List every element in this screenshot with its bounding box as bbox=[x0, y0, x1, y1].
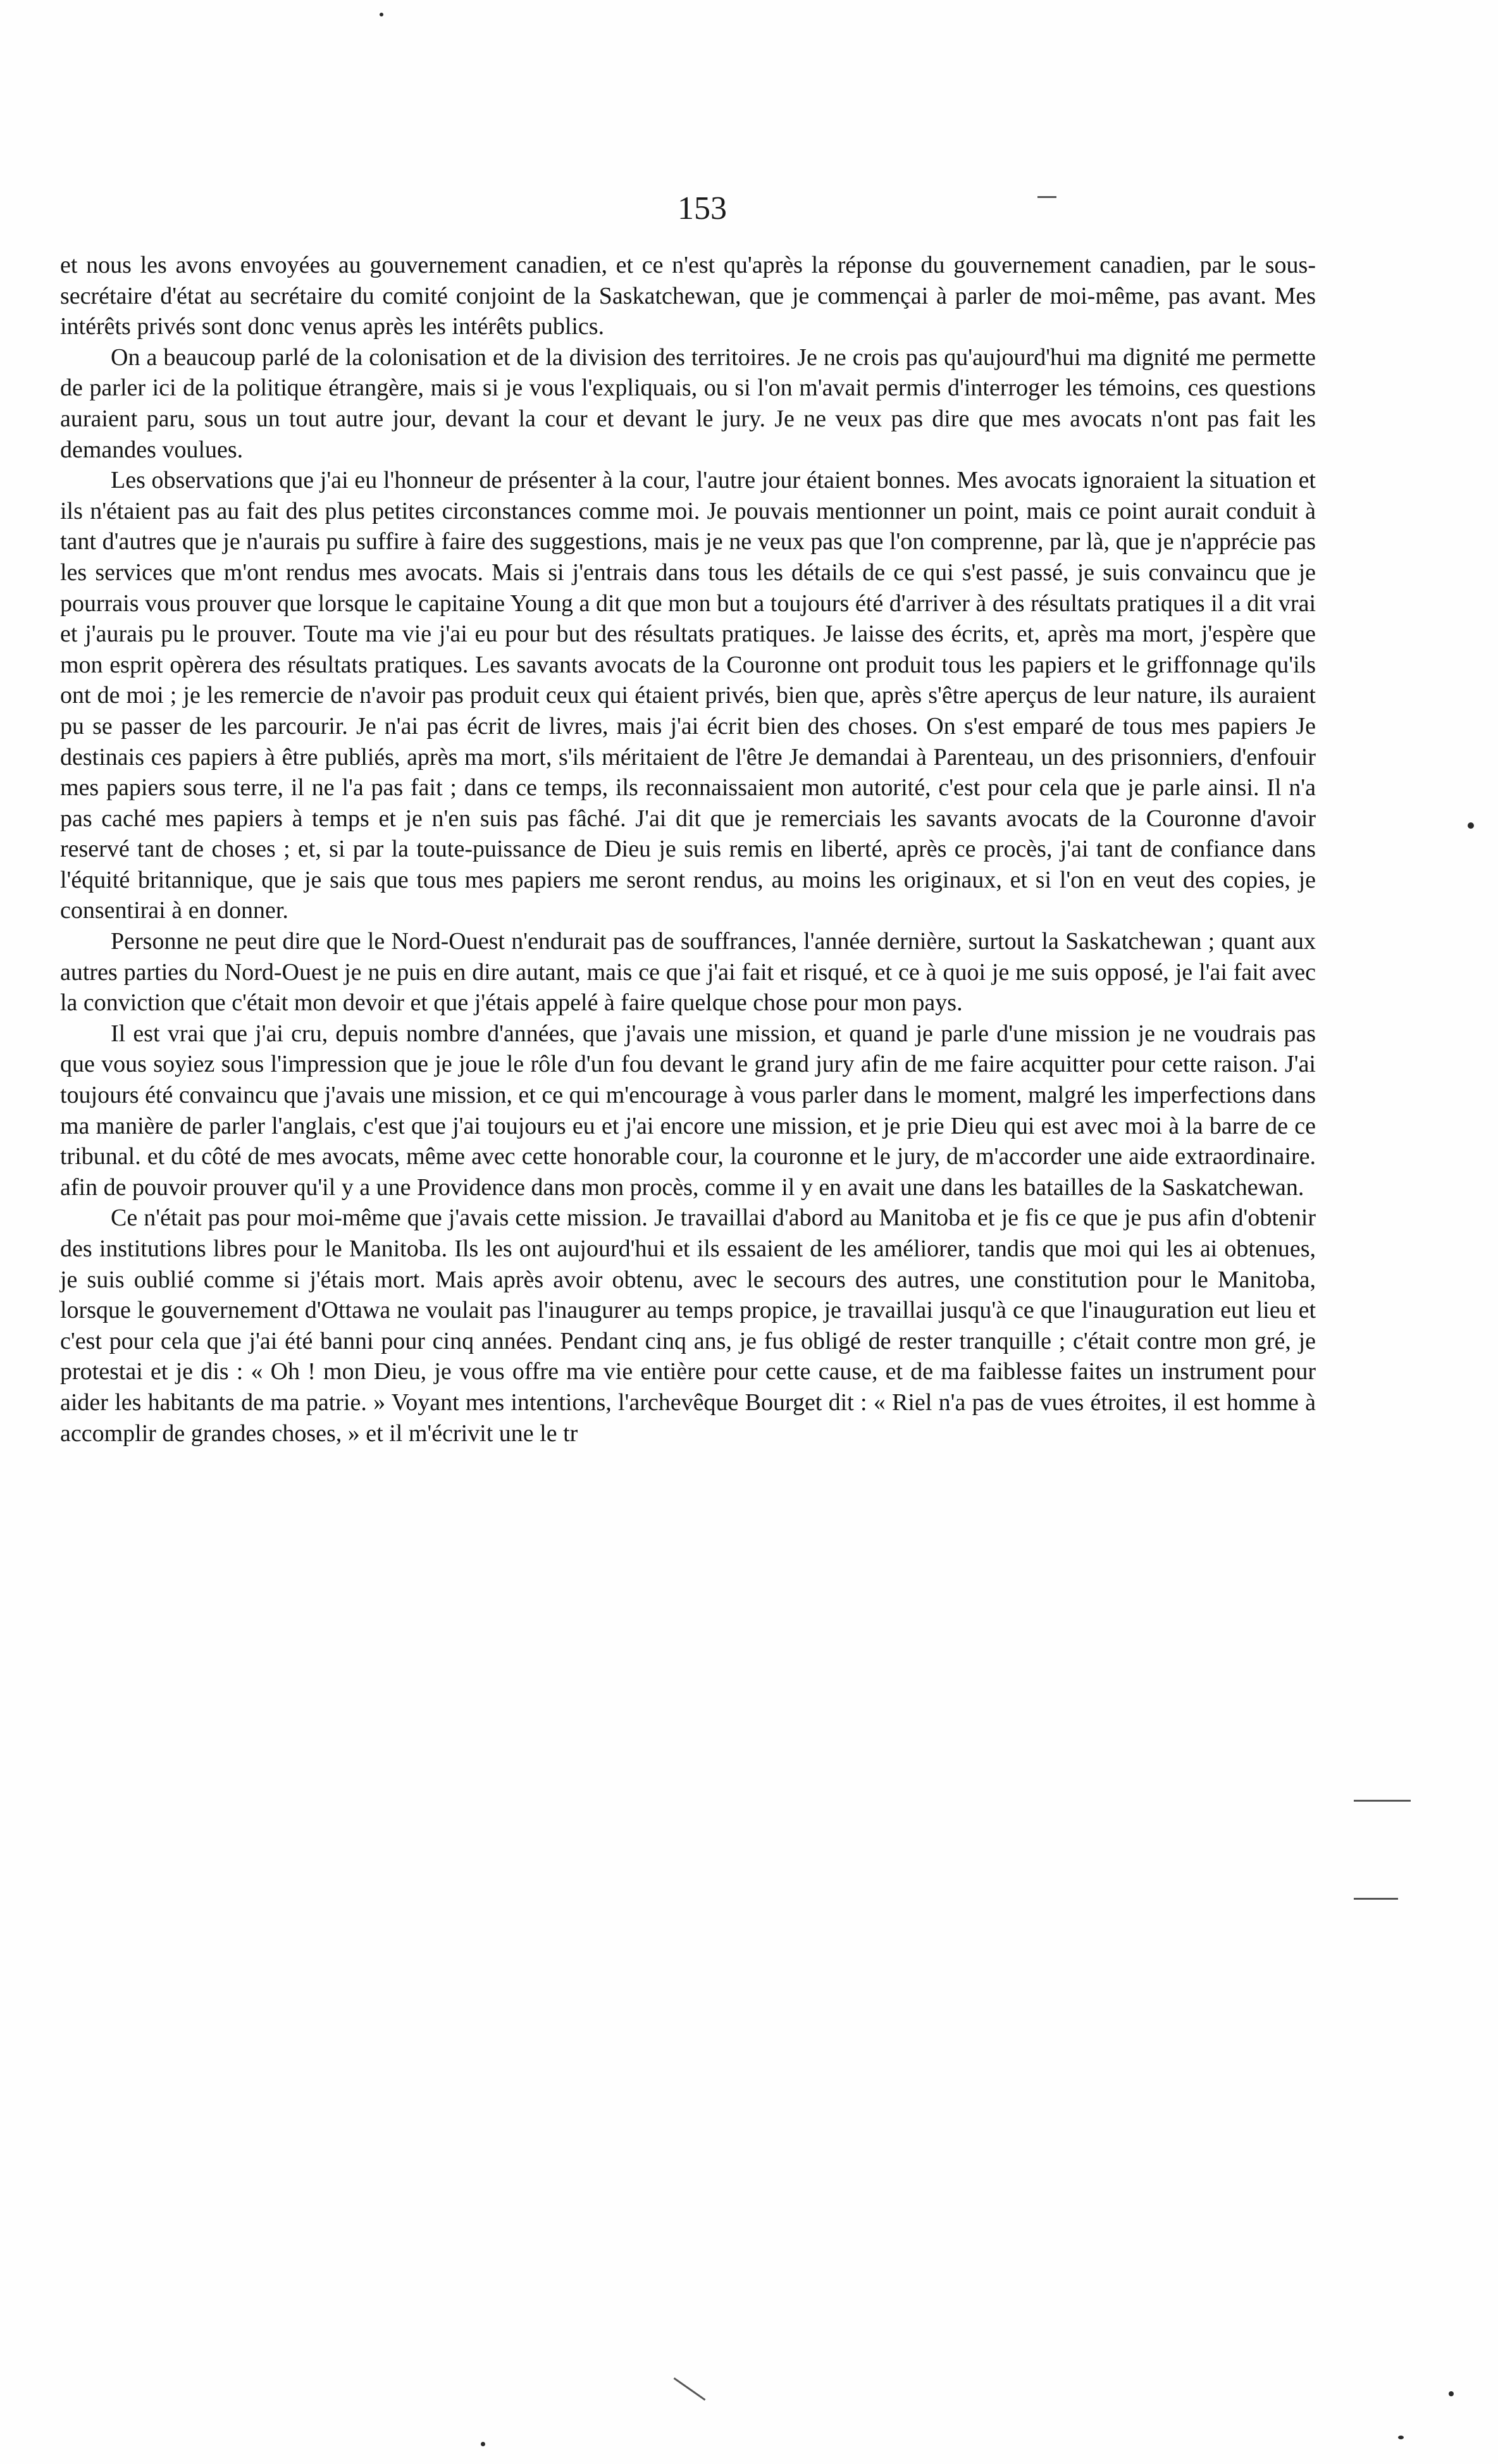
scan-mark bbox=[674, 2377, 706, 2401]
scan-mark bbox=[1037, 196, 1056, 198]
page-number: 153 bbox=[678, 190, 727, 226]
scan-mark bbox=[1354, 1898, 1398, 1900]
paragraph-5: Il est vrai que j'ai cru, depuis nombre d'années, que j'avais une mission, et quand je parle d'une mission je ne voudrais pas que vous soyiez sous l'impression que je joue le rôle d'un fou devant le grand jury afin de me faire acquitter pour cette raison. J'ai toujours été convaincu que j'avais une mission, et ce qui m'encourage à vous parler dans le moment, malgré les imperfections dans ma manière de parler l'anglais, c'est que j'ai toujours eu et j'ai encore une mission, et je prie Dieu qui est avec moi à la barre de ce tribunal. et du côté de mes avocats, même avec cette honorable cour, la couronne et le jury, de m'accorder une aide extraordinaire. afin de pouvoir prouver qu'il y a une Providence dans mon procès, comme il y en avait une dans les batailles de la Saskatchewan. bbox=[60, 1020, 1316, 1201]
scan-speck bbox=[1398, 2436, 1404, 2439]
scan-mark bbox=[1354, 1800, 1411, 1802]
paragraph-2: On a beaucoup parlé de la colonisation et de la division des territoires. Je ne crois pas qu'aujourd'hui ma dignité me permette de parler ici de la politique étrangère, mais si je vous l'expliquais, ou si l'on m'avait permis d'interroger les témoins, ces questions auraient paru, sous un tout autre jour, devant la cour et devant le jury. Je ne veux pas dire que mes avocats n'ont pas fait les demandes voulues. bbox=[60, 344, 1316, 463]
scan-speck bbox=[1468, 822, 1474, 829]
scan-speck bbox=[1449, 2391, 1454, 2396]
paragraph-1: et nous les avons envoyées au gouvernement canadien, et ce n'est qu'après la réponse du gouvernement canadien, par le sous-secrétaire d'état au secrétaire du comité conjoint de la Saskatchewan, que je commençai à parler de moi-même, pas avant. Mes intérêts privés sont donc venus après les intérêts publics. bbox=[60, 252, 1316, 340]
body-text bbox=[60, 250, 1316, 1449]
paragraph-6: Ce n'était pas pour moi-même que j'avais cette mission. Je travaillai d'abord au Manitoba et je fis ce que je pus afin d'obtenir des institutions libres pour le Manitoba. Ils les ont aujourd'hui et ils essaient de les améliorer, tandis que moi qui les ai obtenues, je suis oublié comme si j'étais mort. Mais après avoir obtenu, avec le secours des autres, une constitution pour le Manitoba, lorsque le gouvernement d'Ottawa ne voulait pas l'inaugurer au temps propice, je travaillai jusqu'à ce que l'inauguration eut lieu et c'est pour cela que j'ai été banni pour cinq années. Pendant cinq ans, je fus obligé de rester tranquille ; c'était contre mon gré, je protestai et je dis : « Oh ! mon Dieu, je vous offre ma vie entière pour cette cause, et de ma faiblesse faites un instrument pour aider les habitants de ma patrie. » Voyant mes intentions, l'archevêque Bourget dit : « Riel n'a pas de vues étroites, il est homme à accomplir de grandes choses, » et il m'écrivit une le tr bbox=[60, 1204, 1316, 1447]
paragraph-4: Personne ne peut dire que le Nord-Ouest n'endurait pas de souffrances, l'année dernière, surtout la Saskatchewan ; quant aux autres parties du Nord-Ouest je ne puis en dire autant, mais ce que j'ai fait et risqué, et ce à quoi je me suis opposé, je l'ai fait avec la conviction que c'était mon devoir et que j'étais appelé à faire quelque chose pour mon pays. bbox=[60, 928, 1316, 1017]
scan-speck bbox=[481, 2442, 485, 2446]
scan-speck bbox=[380, 13, 383, 16]
paragraph-3: Les observations que j'ai eu l'honneur de présenter à la cour, l'autre jour étaient bonnes. Mes avocats ignoraient la situation et ils n'étaient pas au fait des plus petites circonstances comme moi. Je pouvais mentionner un point, mais ce point aurait conduit à tant d'autres que je n'aurais pu suffire à faire des suggestions, mais je ne veux pas que l'on comprenne, par là, que je n'apprécie pas les services que m'ont rendus mes avocats. Mais si j'entrais dans tous les détails de ce qui s'est passé, je suis convaincu que je pourrais vous prouver que lorsque le capitaine Young a dit que mon but a toujours été d'arriver à des résultats pratiques il a dit vrai et j'aurais pu le prouver. Toute ma vie j'ai eu pour but des résultats pratiques. Je laisse des écrits, et, après ma mort, j'espère que mon esprit opèrera des résultats pratiques. Les savants avocats de la Couronne ont produit tous les papiers et le griffonnage qu'ils ont de moi ; je les remercie de n'avoir pas produit ceux qui étaient privés, bien que, après s'être aperçus de leur nature, ils auraient pu se passer de les parcourir. Je n'ai pas écrit de livres, mais j'ai écrit bien des choses. On s'est emparé de tous mes papiers Je destinais ces papiers à être publiés, après ma mort, s'ils méritaient de l'être Je demandai à Parenteau, un des prisonniers, d'enfouir mes papiers sous terre, il ne l'a pas fait ; dans ce temps, ils reconnaissaient mon autorité, c'est pour cela que je parle ainsi. Il n'a pas caché mes papiers à temps et je n'en suis pas fâché. J'ai dit que je remerciais les savants avocats de la Couronne d'avoir reservé tant de choses ; et, si par la toute-puissance de Dieu je suis remis en liberté, après ce procès, j'ai tant de confiance dans l'équité britannique, que je sais que tous mes papiers me seront rendus, au moins les originaux, et si l'on en veut des copies, je consentirai à en donner. bbox=[60, 467, 1316, 924]
